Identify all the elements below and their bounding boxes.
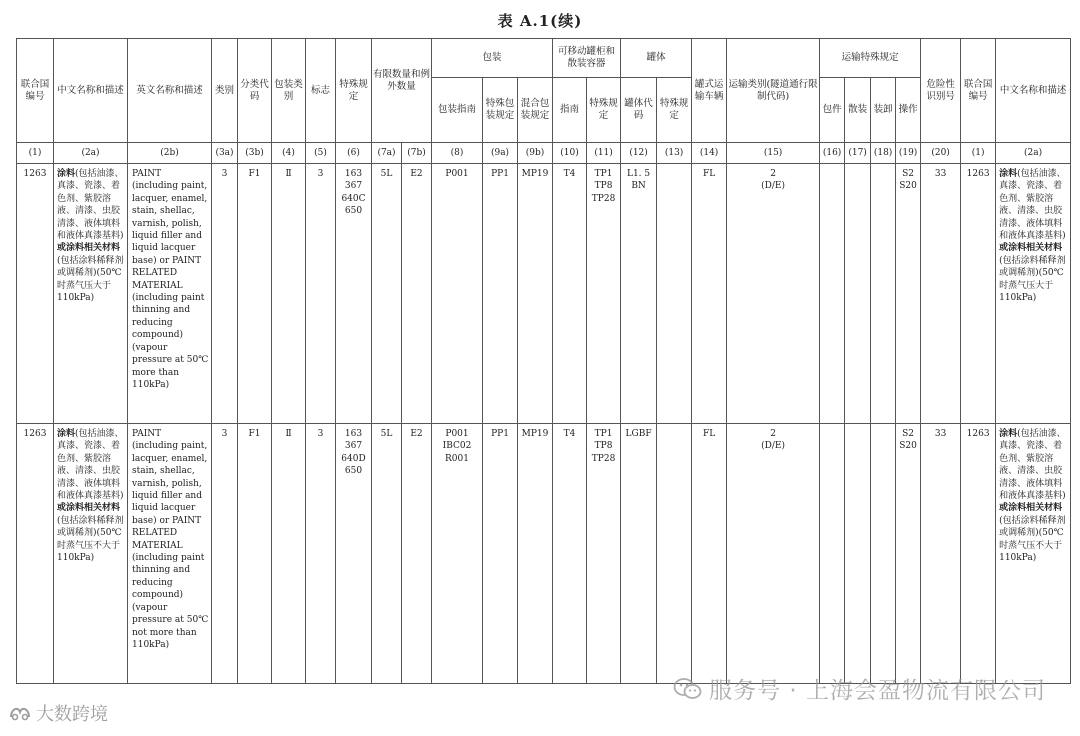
col-number: (14)	[692, 143, 727, 164]
cell-tank-code: L1. 5 BN	[621, 164, 657, 424]
col-number: (9b)	[518, 143, 553, 164]
cell-tank-code: LGBF	[621, 424, 657, 684]
cell-pt-special: TP1 TP8 TP28	[587, 424, 621, 684]
header-labels: 标志	[306, 39, 336, 143]
col-number: (3b)	[238, 143, 272, 164]
col-number: (17)	[845, 143, 871, 164]
col-number: (2b)	[128, 143, 212, 164]
wechat-icon	[673, 677, 703, 701]
cell-excepted-quantity: E2	[402, 164, 432, 424]
cell-st-loading	[871, 164, 896, 424]
cell-un-no: 1263	[17, 424, 54, 684]
dangerous-goods-table	[16, 38, 1071, 684]
cell-limited-quantity: 5L	[372, 424, 402, 684]
header-en-name: 英文名称和描述	[128, 39, 212, 143]
col-number: (15)	[727, 143, 820, 164]
header-packaging: 包装	[432, 39, 553, 78]
cell-tank-special	[657, 424, 692, 684]
header-pt-instruction: 指南	[553, 78, 587, 143]
header-hazard-id: 危险性识别号	[921, 39, 961, 143]
cell-class: 3	[212, 424, 238, 684]
cell-cn-name: 涂料(包括油漆、真漆、瓷漆、着色剂、紫胶溶液、清漆、虫胶清漆、液体填料和液体真漆基料)或涂料相关材料(包括涂料稀释剂或调稀剂)(50℃时蒸气压不大于110kPa)	[54, 424, 128, 684]
cell-special-provisions: 163 367 640C 650	[336, 164, 372, 424]
cell-st-bulk	[845, 424, 871, 684]
col-number: (1)	[961, 143, 996, 164]
cell-special-packing: PP1	[483, 164, 518, 424]
cell-mixed-packing: MP19	[518, 164, 553, 424]
cell-un-no-repeat: 1263	[961, 424, 996, 684]
header-pt-special: 特殊规定	[587, 78, 621, 143]
col-number: (5)	[306, 143, 336, 164]
col-number: (11)	[587, 143, 621, 164]
col-number: (4)	[272, 143, 306, 164]
header-mixed-packing: 混合包装规定	[518, 78, 553, 143]
cell-special-packing: PP1	[483, 424, 518, 684]
cell-hazard-id: 33	[921, 164, 961, 424]
header-portable-tank: 可移动罐柜和散装容器	[553, 39, 621, 78]
table-title: 表 A.1(续)	[497, 12, 583, 30]
cell-pt-instruction: T4	[553, 164, 587, 424]
cell-excepted-quantity: E2	[402, 424, 432, 684]
cell-un-no: 1263	[17, 164, 54, 424]
header-un-no-repeat: 联合国编号	[961, 39, 996, 143]
cell-tank-special	[657, 164, 692, 424]
cell-st-operation: S2 S20	[896, 424, 921, 684]
header-transport-category: 运输类别(隧道通行限制代码)	[727, 39, 820, 143]
col-number: (8)	[432, 143, 483, 164]
cell-packing-group: Ⅱ	[272, 424, 306, 684]
cell-pt-instruction: T4	[553, 424, 587, 684]
header-cn-name: 中文名称和描述	[54, 39, 128, 143]
header-limited-quantity: 有限数量和例外数量	[372, 39, 432, 143]
col-number: (18)	[871, 143, 896, 164]
cell-pt-special: TP1 TP8 TP28	[587, 164, 621, 424]
col-number: (2a)	[54, 143, 128, 164]
cell-label: 3	[306, 424, 336, 684]
cell-transport-category: 2 (D/E)	[727, 424, 820, 684]
cell-packing-group: Ⅱ	[272, 164, 306, 424]
cell-st-package	[820, 164, 845, 424]
cell-st-package	[820, 424, 845, 684]
cell-tank-vehicle: FL	[692, 164, 727, 424]
col-number: (16)	[820, 143, 845, 164]
col-number: (7a)	[372, 143, 402, 164]
cell-label: 3	[306, 164, 336, 424]
col-number: (13)	[657, 143, 692, 164]
col-number: (6)	[336, 143, 372, 164]
cell-st-operation: S2 S20	[896, 164, 921, 424]
table-row	[17, 424, 1071, 684]
header-tank-vehicle: 罐式运输车辆	[692, 39, 727, 143]
col-number: (20)	[921, 143, 961, 164]
cell-class-code: F1	[238, 424, 272, 684]
header-special-transport: 运输特殊规定	[820, 39, 921, 78]
header-packing-instruction: 包装指南	[432, 78, 483, 143]
cell-tank-vehicle: FL	[692, 424, 727, 684]
col-number: (9a)	[483, 143, 518, 164]
cell-packing-instruction: P001	[432, 164, 483, 424]
col-number: (1)	[17, 143, 54, 164]
header-tank-code: 罐体代码	[621, 78, 657, 143]
cell-cn-name: 涂料(包括油漆、真漆、瓷漆、着色剂、紫胶溶液、清漆、虫胶清漆、液体填料和液体真漆基料)或涂料相关材料(包括涂料稀释剂或调稀剂)(50℃时蒸气压大于110kPa)	[54, 164, 128, 424]
header-class: 类别	[212, 39, 238, 143]
header-st-package: 包件	[820, 78, 845, 143]
header-st-bulk: 散装	[845, 78, 871, 143]
brand-logo-icon	[8, 703, 32, 723]
header-class-code: 分类代码	[238, 39, 272, 143]
cell-st-loading	[871, 424, 896, 684]
header-cn-name-repeat: 中文名称和描述	[996, 39, 1071, 143]
cell-limited-quantity: 5L	[372, 164, 402, 424]
col-number: (19)	[896, 143, 921, 164]
brand-mark	[8, 700, 108, 726]
col-number: (10)	[553, 143, 587, 164]
header-packing-group: 包装类别	[272, 39, 306, 143]
cell-class: 3	[212, 164, 238, 424]
cell-st-bulk	[845, 164, 871, 424]
col-number: (2a)	[996, 143, 1071, 164]
col-number: (12)	[621, 143, 657, 164]
table-row	[17, 164, 1071, 424]
col-number: (3a)	[212, 143, 238, 164]
cell-transport-category: 2 (D/E)	[727, 164, 820, 424]
cell-en-name: PAINT (including paint, lacquer, enamel, stain, shellac, varnish, polish, liquid filler and liquid lacquer base) or PAINT RELATED MATERIAL (including paint thinning and reducing compound) (vapour pressure at 50℃ not more than 110kPa)	[128, 424, 212, 684]
header-st-operation: 操作	[896, 78, 921, 143]
header-special-provisions: 特殊规定	[336, 39, 372, 143]
cell-un-no-repeat: 1263	[961, 164, 996, 424]
cell-special-provisions: 163 367 640D 650	[336, 424, 372, 684]
header-special-packing: 特殊包装规定	[483, 78, 518, 143]
header-tank-special: 特殊规定	[657, 78, 692, 143]
cell-hazard-id: 33	[921, 424, 961, 684]
cell-mixed-packing: MP19	[518, 424, 553, 684]
header-tank: 罐体	[621, 39, 692, 78]
brand-text: 大数跨境	[36, 704, 108, 725]
header-st-loading: 装卸	[871, 78, 896, 143]
cell-class-code: F1	[238, 164, 272, 424]
cell-en-name: PAINT (including paint, lacquer, enamel, stain, shellac, varnish, polish, liquid filler and liquid lacquer base) or PAINT RELATED MATERIAL (including paint thinning and reducing compound) (vapour pressure at 50℃ more than 110kPa)	[128, 164, 212, 424]
col-number: (7b)	[402, 143, 432, 164]
cell-cn-name-repeat: 涂料(包括油漆、真漆、瓷漆、着色剂、紫胶溶液、清漆、虫胶清漆、液体填料和液体真漆基料)或涂料相关材料(包括涂料稀释剂或调稀剂)(50℃时蒸气压大于110kPa)	[996, 164, 1071, 424]
header-un-no: 联合国编号	[17, 39, 54, 143]
cell-cn-name-repeat: 涂料(包括油漆、真漆、瓷漆、着色剂、紫胶溶液、清漆、虫胶清漆、液体填料和液体真漆基料)或涂料相关材料(包括涂料稀释剂或调稀剂)(50℃时蒸气压不大于110kPa)	[996, 424, 1071, 684]
watermark-text: 服务号 · 上海会盈物流有限公司	[709, 678, 1046, 704]
watermark	[673, 672, 1046, 705]
cell-packing-instruction: P001 IBC02 R001	[432, 424, 483, 684]
